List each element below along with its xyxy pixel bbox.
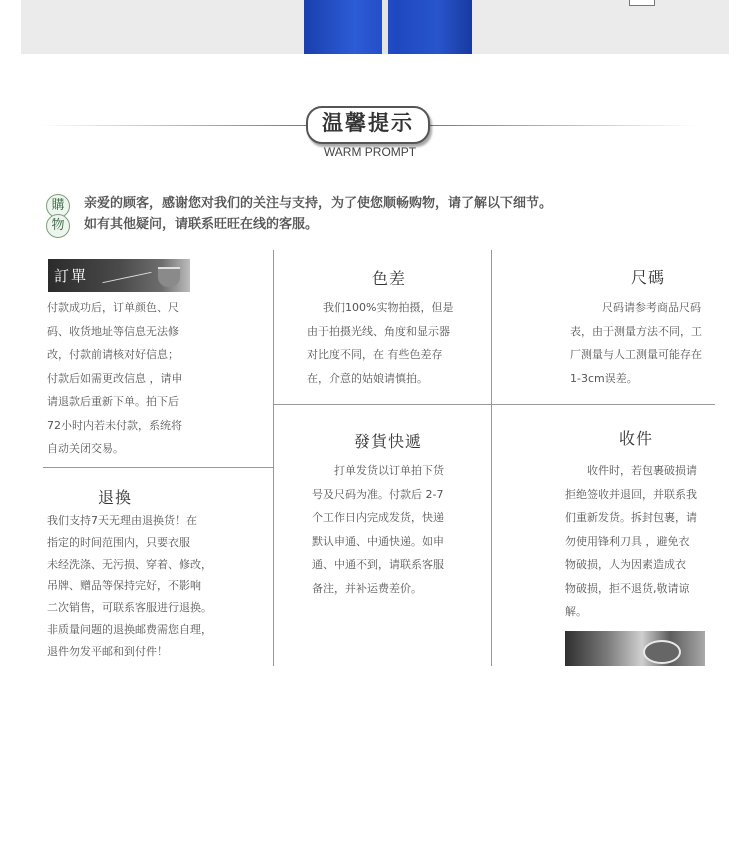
receive-text [565, 459, 715, 624]
order-image-text: 訂單 [54, 267, 89, 285]
grid-vline-2 [491, 250, 492, 666]
order-line: 码、收货地址等信息无法修 [47, 324, 179, 338]
grid-hline-right [273, 404, 715, 405]
shipping-line: 个工作日内完成发货，快递 [312, 511, 444, 524]
returns-text [47, 510, 271, 663]
receive-line: 们重新发货。拆封包裹，请 [565, 511, 697, 524]
order-line: 付款后如需更改信息 ，请申 [47, 371, 183, 385]
badge-char-2: 物 [46, 214, 70, 238]
receive-line: 收件时，若包裹破损请 [587, 464, 697, 477]
size-line: 厂测量与人工测量可能存在 [570, 348, 702, 361]
returns-line: 吊牌、赠品等保持完好，不影响 [47, 579, 201, 593]
shopping-badge [44, 194, 70, 236]
size-title: 尺碼 [631, 268, 666, 287]
intro-text [84, 193, 704, 235]
order-line: 付款成功后，订单颜色、尺 [47, 301, 179, 314]
order-line: 请退款后重新下单。拍下后 [47, 395, 179, 408]
prompt-title: 温馨提示 [322, 110, 414, 135]
grid-hline-left [43, 467, 273, 468]
returns-line: 指定的时间范围内，只要衣服 [47, 535, 190, 549]
receive-line: 拒绝签收并退回，并联系我 [565, 487, 697, 501]
order-line: 自动关闭交易。 [47, 442, 124, 455]
divider-left [40, 125, 308, 126]
color-diff-line: 在，介意的姑娘请慎拍。 [307, 371, 428, 385]
order-line: 72小时内若未付款，系统将 [47, 418, 182, 432]
returns-line: 二次销售，可联系客服进行退换。 [47, 601, 212, 615]
order-text [47, 296, 267, 461]
receive-line: 物破损，人为因素造成衣 [565, 558, 686, 571]
shipping-title: 發貨快遞 [354, 432, 423, 451]
badge-char-1: 購 [46, 194, 70, 218]
size-line: 尺码请参考商品尺码 [602, 301, 701, 314]
prompt-subtitle: WARM PROMPT [323, 145, 417, 159]
returns-line: 未经洗涤、无污损、穿着、修改， [47, 557, 212, 571]
color-diff-line: 对比度不同，在 有些色差存 [307, 348, 443, 361]
color-diff-title: 色差 [372, 269, 407, 288]
grid-vline-1 [273, 250, 274, 666]
returns-line: 我们支持7天无理由退换货！在 [47, 514, 197, 527]
product-photo-strip [21, 0, 729, 54]
intro-line-2: 如有其他疑问，请联系旺旺在线的客服。 [84, 217, 319, 232]
size-tag-image [629, 0, 655, 6]
shipping-text [312, 459, 488, 600]
shipping-line: 通、中通不到，请联系客服 [312, 558, 444, 571]
returns-line: 退件勿发平邮和到付件！ [47, 644, 168, 658]
tea-set-image [565, 631, 705, 666]
order-line: 改，付款前请核对好信息； [47, 348, 179, 361]
shipping-line: 号及尺码为准。付款后 2-7 [312, 487, 444, 501]
order-header-image [48, 259, 190, 292]
blue-pants-image [304, 0, 472, 54]
receive-line: 物破损，拒不退货,敬请谅 [565, 581, 690, 595]
shipping-line: 备注，并补运费差价。 [312, 581, 422, 595]
receive-line: 勿使用锋利刀具 ，避免衣 [565, 534, 690, 548]
receive-line: 解。 [565, 605, 587, 618]
brush-stroke-graphic [102, 272, 151, 283]
shipping-line: 打单发货以订单拍下货 [334, 464, 444, 477]
returns-title: 退換 [98, 488, 133, 507]
size-text [570, 296, 715, 390]
size-line: 表，由于测量方法不同，工 [570, 324, 702, 338]
intro-line-1: 亲爱的顾客，感谢您对我们的关注与支持，为了使您顺畅购物，请了解以下细节。 [84, 196, 553, 211]
shipping-line: 默认申通、中通快递。如申 [312, 534, 444, 548]
pants-leg-gap [382, 0, 388, 54]
tea-cup-graphic [158, 267, 180, 287]
color-diff-line: 我们100%实物拍摄，但是 [323, 301, 454, 314]
receive-title: 收件 [619, 429, 654, 448]
color-diff-line: 由于拍摄光线、角度和显示器 [307, 324, 450, 338]
divider-right [428, 125, 698, 126]
returns-line: 非质量问题的退换邮费需您自理， [47, 622, 212, 636]
teapot-graphic [643, 640, 681, 664]
size-line: 1-3cm误差。 [570, 371, 638, 385]
color-diff-text [307, 296, 487, 390]
